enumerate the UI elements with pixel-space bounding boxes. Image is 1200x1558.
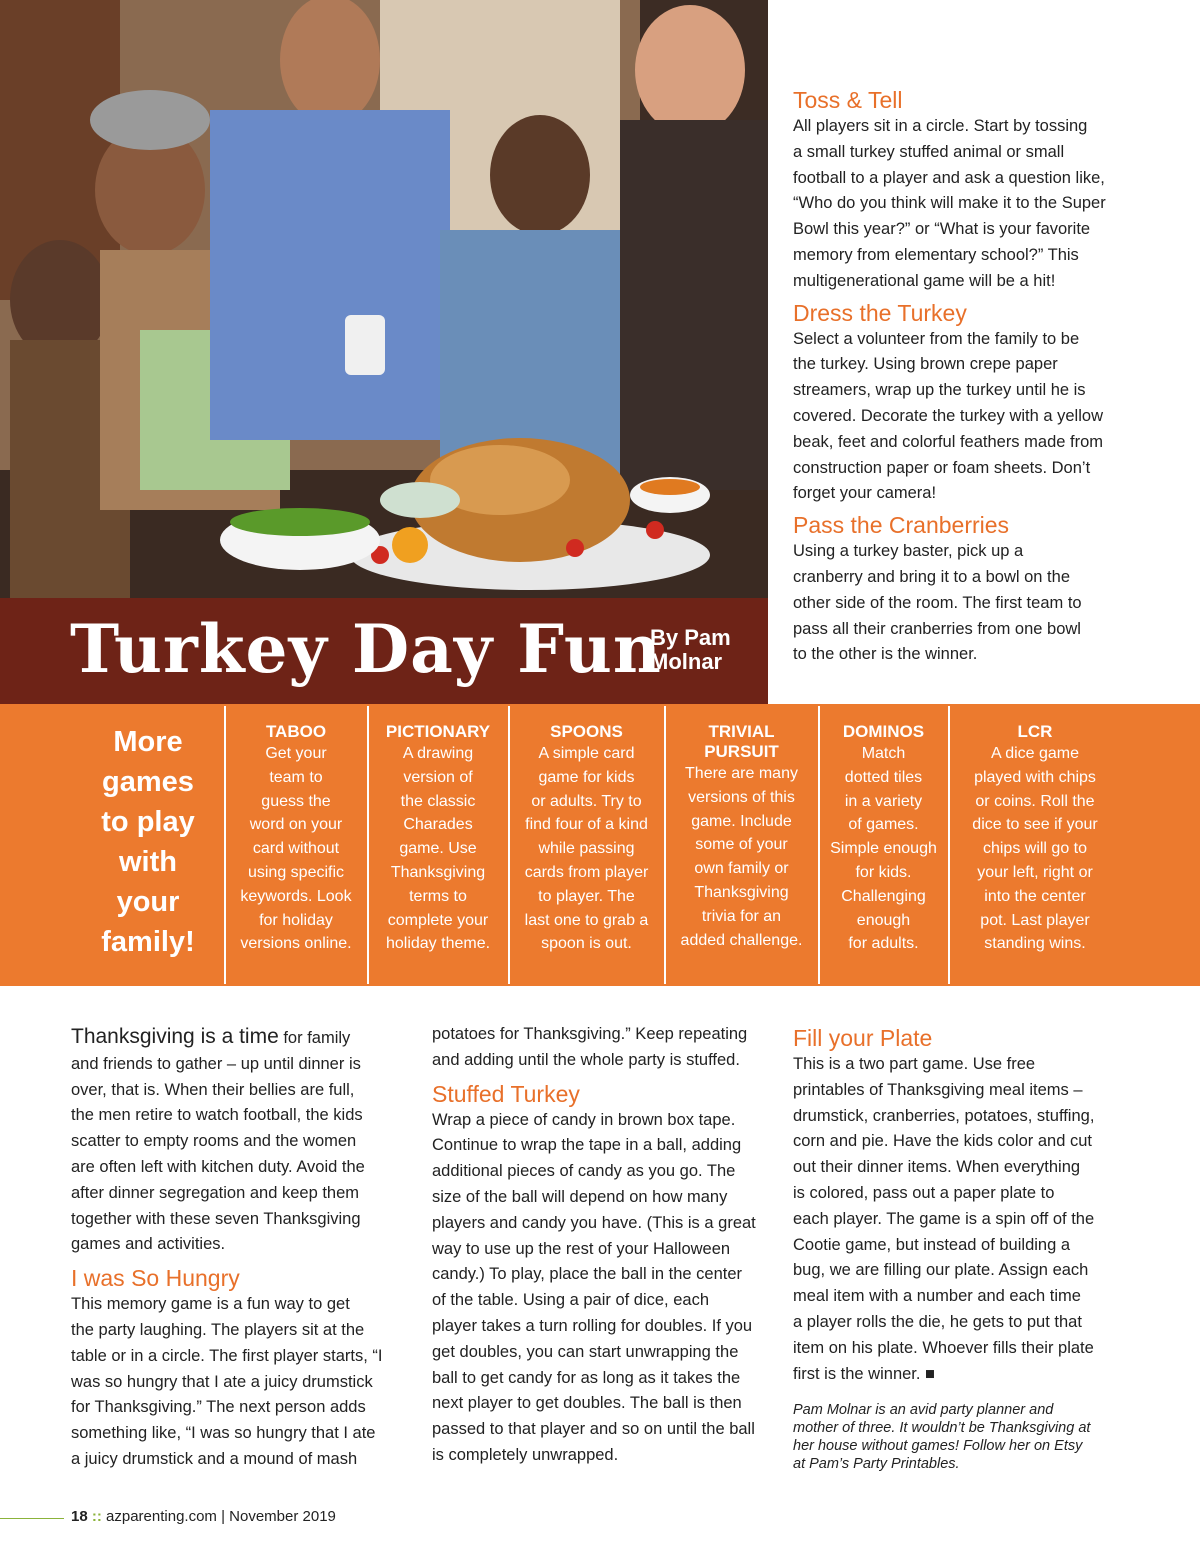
body-line: meal item with a number and each time: [793, 1287, 1081, 1306]
body-line: item on his plate. Whoever fills their plate: [793, 1338, 1094, 1357]
section-heading: Pass the Cranberries: [793, 512, 1010, 539]
game-description-line: A drawing: [402, 745, 474, 762]
body-line: scatter to empty rooms and the women: [71, 1132, 357, 1151]
body-line: drumstick, cranberries, potatoes, stuffing,: [793, 1106, 1095, 1125]
body-line: first is the winner. ■: [793, 1364, 936, 1383]
body-line: Bowl this year?” or “What is your favorite: [793, 220, 1091, 239]
body-line: additional pieces of candy as you go. The: [432, 1162, 736, 1181]
body-line: the turkey. Using brown crepe paper: [793, 355, 1058, 374]
photo-illustration: [0, 0, 768, 598]
section-heading: Toss & Tell: [793, 87, 903, 113]
more-games-line: More: [113, 726, 183, 758]
game-description-line: added challenge.: [680, 931, 803, 949]
game-description-line: complete your: [387, 911, 489, 929]
body-line: size of the ball will depend on how many: [432, 1187, 728, 1206]
right-section: [793, 299, 1133, 508]
body-line: table or in a circle. The first player starts, “I: [71, 1346, 383, 1365]
game-description-line: versions of this: [688, 788, 795, 806]
game-description-line: into the center: [984, 887, 1086, 905]
game-description-line: spoon is out.: [541, 935, 632, 953]
game-description-line: pot. Last player: [980, 911, 1090, 929]
game-description-line: own family or: [694, 860, 789, 878]
game-description-line: card without: [252, 840, 340, 858]
page-number: 18: [71, 1508, 88, 1525]
body-line: football to a player and ask a question like,: [793, 168, 1105, 187]
game-description-line: or adults. Try to: [531, 792, 642, 810]
game-taboo: [226, 722, 366, 956]
body-line: multigenerational game will be a hit!: [793, 271, 1056, 290]
game-description-line: terms to: [409, 887, 467, 905]
article-middle-column: [432, 1022, 772, 1469]
game-description-line: team to: [269, 768, 323, 786]
body-line: out their dinner items. When everything: [793, 1158, 1081, 1177]
game-description-line: game. Use: [399, 840, 477, 858]
body-line: a juicy drumstick and a mound of mash: [71, 1449, 358, 1468]
game-title: PURSUIT: [704, 742, 779, 761]
more-games-line: family!: [101, 926, 195, 958]
game-description-line: version of: [403, 768, 473, 786]
family-turkey-photo: [0, 0, 768, 598]
body-line: corn and pie. Have the kids color and cut: [793, 1132, 1093, 1151]
article-left-column: [71, 1024, 406, 1473]
more-games-line: your: [116, 886, 180, 918]
body-line: something like, “I was so hungry that I ate: [71, 1424, 376, 1443]
body-line: bug, we are filling our plate. Assign each: [793, 1261, 1089, 1280]
body-line: each player. The game is a spin off of the: [793, 1209, 1095, 1228]
body-line: next player to get doubles. The ball is then: [432, 1394, 742, 1413]
game-description-line: Thanksgiving: [694, 883, 789, 901]
game-description-line: find four of a kind: [525, 816, 648, 834]
game-description-line: for kids.: [855, 863, 912, 881]
author-bio-line: at Pam’s Party Printables.: [793, 1456, 960, 1473]
body-line: passed to that player and so on until the ball: [432, 1420, 755, 1439]
game-description-line: last one to grab a: [524, 911, 649, 929]
body-line: Select a volunteer from the family to be: [793, 329, 1080, 348]
game-description-line: or coins. Roll the: [975, 792, 1095, 810]
game-description-line: keywords. Look: [240, 887, 352, 905]
body-line: the party laughing. The players sit at the: [71, 1320, 365, 1339]
intro-paragraph: [71, 1052, 406, 1258]
game-title: TRIVIAL: [708, 722, 775, 741]
body-line: Using a turkey baster, pick up a: [793, 542, 1024, 561]
game-description-line: while passing: [538, 840, 635, 858]
article-right-column: [793, 1024, 1133, 1473]
body-line: are often left with kitchen duty. Avoid the: [71, 1157, 365, 1176]
game-description-line: holiday theme.: [385, 935, 491, 953]
body-line: to the other is the winner.: [793, 645, 978, 664]
game-title: LCR: [1017, 722, 1053, 741]
body-line: a player rolls the die, he gets to put that: [793, 1312, 1082, 1331]
body-line: All players sit in a circle. Start by tossing: [793, 117, 1088, 135]
body-line: cranberry and bring it to a bowl on the: [793, 567, 1070, 586]
body-line: pass all their cranberries from one bowl: [793, 619, 1081, 638]
game-description-line: Get your: [265, 745, 327, 762]
intro-first-line: [71, 1024, 406, 1052]
body-line: was so hungry that I ate a juicy drumstick: [71, 1372, 373, 1391]
body-line: This memory game is a fun way to get: [71, 1295, 350, 1314]
body-line: “Who do you think will make it to the Super: [793, 194, 1106, 213]
body-line: forget your camera!: [793, 484, 937, 503]
more-games-line: with: [119, 846, 177, 878]
game-description-line: your left, right or: [977, 863, 1093, 881]
footer-text: azparenting.com | November 2019: [106, 1508, 336, 1525]
game-description-line: the classic: [400, 792, 476, 810]
game-description-line: word on your: [249, 816, 343, 834]
game-description-line: standing wins.: [984, 935, 1086, 953]
game-description-line: trivia for an: [701, 907, 782, 925]
body-line: beak, feet and colorful feathers made from: [793, 432, 1104, 451]
game-description-line: chips will go to: [982, 840, 1088, 858]
section-heading: Stuffed Turkey: [432, 1080, 580, 1107]
game-description-line: in a variety: [844, 792, 923, 810]
body-line: get doubles, you can start unwrapping the: [432, 1342, 739, 1361]
game-description-line: dotted tiles: [844, 768, 923, 786]
intro-lead: Thanksgiving is a time: [71, 1025, 279, 1048]
right-column-top: [793, 86, 1133, 668]
body-line: covered. Decorate the turkey with a yellow: [793, 406, 1103, 425]
game-description-line: Match: [861, 745, 906, 762]
body-line: together with these seven Thanksgiving: [71, 1209, 361, 1228]
game-description-line: Simple enough: [830, 840, 937, 858]
game-description-line: Challenging: [841, 887, 926, 905]
game-description-line: game for kids: [538, 768, 635, 786]
body-line: and adding until the whole party is stuffed.: [432, 1050, 740, 1069]
game-description-line: played with chips: [974, 768, 1096, 786]
body-line: construction paper or foam sheets. Don’t: [793, 458, 1091, 477]
body-line: player takes a turn rolling for doubles. If you: [432, 1316, 753, 1335]
game-description-line: for holiday: [259, 911, 333, 929]
footer-rule: [0, 1518, 64, 1519]
game-description-line: enough: [856, 911, 911, 929]
body-line: streamers, wrap up the turkey until he is: [793, 381, 1086, 400]
body-line: ball to get candy for as long as it takes the: [432, 1368, 741, 1387]
body-line: is completely unwrapped.: [432, 1445, 619, 1464]
right-section: [793, 511, 1133, 668]
author-bio: [793, 1401, 1133, 1473]
body-line: other side of the room. The first team to: [793, 593, 1082, 612]
byline: By Pam Molnar: [650, 625, 731, 674]
body-line: and friends to gather – up until dinner is: [71, 1054, 361, 1073]
body-line: Cootie game, but instead of building a: [793, 1235, 1071, 1254]
game-trivial-pursuit: [666, 722, 817, 952]
body-line: after dinner segregation and keep them: [71, 1183, 360, 1202]
game-description-line: A dice game: [990, 745, 1080, 762]
game-title: TABOO: [265, 722, 327, 741]
game-description-line: cards from player: [524, 863, 649, 881]
body-line: way to use up the rest of your Halloween: [432, 1239, 731, 1258]
body-line: games and activities.: [71, 1235, 226, 1254]
body-line: of the table. Using a pair of dice, each: [432, 1291, 710, 1310]
game-pictionary: [369, 722, 507, 956]
body-line: printables of Thanksgiving meal items –: [793, 1080, 1083, 1099]
game-description-line: to player. The: [538, 887, 635, 905]
more-games-line: to play: [101, 806, 195, 838]
body-line: over, that is. When their bellies are full,: [71, 1080, 355, 1099]
author-bio-line: mother of three. It wouldn’t be Thanksgiving at: [793, 1420, 1091, 1437]
section-heading: I was So Hungry: [71, 1265, 240, 1292]
game-dominos: [820, 722, 947, 956]
game-description-line: game. Include: [691, 812, 792, 830]
body-line: This is a two part game. Use free: [793, 1055, 1036, 1073]
intro-first-rest: for family: [278, 1029, 351, 1047]
game-description-line: guess the: [261, 792, 331, 810]
page-title: Turkey Day Fun: [70, 610, 662, 688]
body-line: for Thanksgiving.” The next person adds: [71, 1398, 366, 1417]
body-line: Wrap a piece of candy in brown box tape.: [432, 1110, 736, 1129]
body-line: memory from elementary school?” This: [793, 245, 1079, 264]
body-line: the men retire to watch football, the kids: [71, 1106, 363, 1125]
game-spoons: [510, 722, 663, 956]
section-i-was-so-hungry: [71, 1264, 406, 1473]
body-line: Continue to wrap the tape in a ball, adding: [432, 1136, 742, 1155]
game-title: DOMINOS: [842, 722, 925, 741]
section-heading: Fill your Plate: [793, 1025, 933, 1051]
body-line: candy.) To play, place the ball in the center: [432, 1265, 743, 1284]
game-lcr: [950, 722, 1120, 956]
footer-dots-icon: ::: [91, 1508, 102, 1525]
game-description-line: There are many: [685, 765, 798, 782]
more-games-line: games: [102, 766, 194, 798]
section-heading: Dress the Turkey: [793, 299, 967, 326]
body-line: potatoes for Thanksgiving.” Keep repeating: [432, 1025, 748, 1043]
game-description-line: Thanksgiving: [390, 863, 486, 881]
game-description-line: A simple card: [538, 745, 635, 762]
body-line: a small turkey stuffed animal or small: [793, 142, 1065, 161]
game-description-line: Charades: [403, 816, 473, 834]
author-bio-line: her house without games! Follow her on Etsy: [793, 1438, 1083, 1455]
game-description-line: versions online.: [240, 935, 352, 953]
more-games-heading: [80, 722, 216, 962]
game-title: PICTIONARY: [385, 722, 491, 741]
game-description-line: dice to see if your: [972, 816, 1098, 834]
game-title: SPOONS: [550, 722, 623, 741]
game-description-line: using specific: [247, 863, 345, 881]
body-line: is colored, pass out a paper plate to: [793, 1183, 1055, 1202]
page-footer: [71, 1508, 336, 1525]
body-line: players and candy you have. (This is a great: [432, 1213, 756, 1232]
game-description-line: some of your: [695, 836, 788, 854]
game-description-line: of games.: [848, 816, 919, 834]
game-description-line: for adults.: [848, 935, 919, 953]
author-bio-line: Pam Molnar is an avid party planner and: [793, 1402, 1054, 1419]
right-section: [793, 86, 1133, 295]
